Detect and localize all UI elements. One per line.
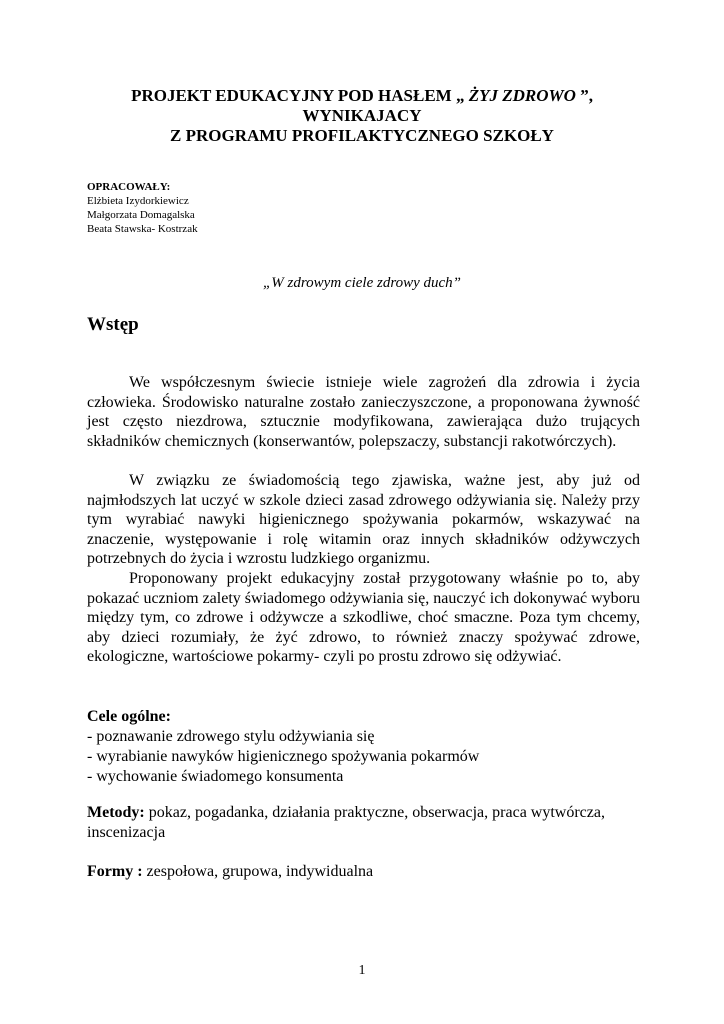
goal-item: - poznawanie zdrowego stylu odżywiania się [87,728,375,745]
goal-item: - wychowanie świadomego konsumenta [87,768,344,785]
title-line-2: WYNIKAJACY [302,106,422,125]
methods-section [87,803,640,843]
methods-text: pokaz, pogadanka, działania praktyczne, obserwacja, praca wytwórcza, inscenizacja [87,804,605,841]
goal-item: - wyrabianie nawyków higienicznego spożywania pokarmów [87,748,480,765]
paragraph-text: Proponowany projekt edukacyjny został przygotowany właśnie po to, aby pokazać uczniom zalety świadomego odżywiania się, nauczyć ich dokonywać wyboru między tym, co zdrowe i odżywcze a szkodliwe, choć smaczne. Poza tym chcemy, aby dzieci rozumiały, że żyć zdrowo, to również znaczy spożywać zdrowe, ekologiczne, wartościowe pokarmy- czyli po prostu zdrowo się odżywiać. [87,570,640,666]
goals-section [87,707,640,787]
motto: „W zdrowym ciele zdrowy duch” [262,275,462,291]
authors-header: OPRACOWAŁY: [87,181,171,193]
forms-section [87,862,640,882]
authors-block [87,180,198,236]
title-line-1: PROJEKT EDUKACYJNY POD HASŁEM „ ŻYJ ZDROWO ”, [131,86,593,105]
section-heading: Wstęp [87,314,139,335]
paragraph-text: W związku ze świadomością tego zjawiska, ważne jest, aby już od najmłodszych lat uczyć w szkole dzieci zasad zdrowego odżywiania się. Należy przy tym wyrabiać nawyki higienicznego spożywania pokarmów, wskazywać na znaczenie, występowanie i rolę witamin oraz innych składników odżywczych potrzebnych do życia i wzrostu ludzkiego organizmu. [87,472,640,568]
author-name: Elżbieta Izydorkiewicz [87,195,189,207]
paragraph-2 [87,471,640,569]
paragraph-1 [87,373,640,451]
title-line-3: Z PROGRAMU PROFILAKTYCZNEGO SZKOŁY [170,126,554,145]
title-slogan: ŻYJ ZDROWO [468,86,576,105]
paragraph-3 [87,569,640,667]
author-name: Beata Stawska- Kostrzak [87,223,198,235]
forms-text: zespołowa, grupowa, indywidualna [142,863,374,880]
goals-label: Cele ogólne: [87,708,171,725]
methods-label: Metody: [87,804,145,821]
forms-label: Formy : [87,863,143,880]
author-name: Małgorzata Domagalska [87,209,195,221]
document-title [0,86,724,146]
paragraph-text: We współczesnym świecie istnieje wiele zagrożeń dla zdrowia i życia człowieka. Środowisko naturalne zostało zanieczyszczone, a proponowana żywność jest często niezdrowa, sztucznie modyfikowana, zawierająca dużo trujących składników chemicznych (konserwantów, polepszaczy, substancji rakotwórczych). [87,374,640,450]
page-number: 1 [358,963,366,978]
